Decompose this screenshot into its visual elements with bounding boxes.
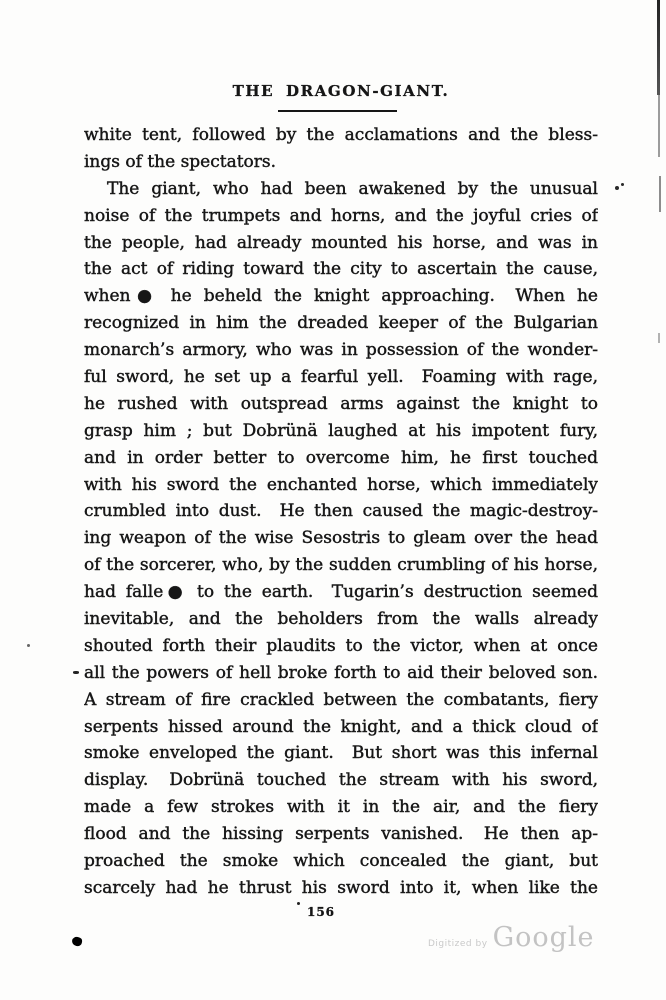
text-line: the people, had already mounted his horse, and was in [84, 232, 598, 253]
text-line: scarcely had he thrust his sword into it, when like the [84, 877, 598, 898]
margin-dash-mark [73, 671, 79, 674]
text-line: inevitable, and the beholders from the walls already [84, 609, 598, 630]
text-line: noise of the trumpets and horns, and the joyful cries of [84, 205, 598, 226]
text-line: serpents hissed around the knight, and a thick cloud of [84, 716, 598, 737]
page-header-title: THE DRAGON-GIANT. [232, 82, 450, 100]
text-line: shouted forth their plaudits to the victor, when at once [84, 635, 598, 656]
scan-edge-line-fade [658, 95, 660, 157]
scan-edge-line-mid [659, 176, 661, 212]
text-line: when● he beheld the knight approaching. When he [84, 286, 598, 307]
ink-speck [297, 902, 300, 905]
text-line: ing weapon of the wise Sesostris to gleam over the head [84, 528, 598, 549]
text-line: grasp him ; but Dobrünä laughed at his impotent fury, [84, 420, 598, 441]
text-line: A stream of fire crackled between the combatants, fiery [84, 689, 598, 710]
text-line: ful sword, he set up a fearful yell. Foaming with rage, [84, 367, 598, 388]
text-line: of the sorcerer, who, by the sudden crumbling of his horse, [84, 555, 598, 576]
text-line: display. Dobrünä touched the stream with his sword, [84, 770, 598, 791]
text-line: proached the smoke which concealed the giant, but [84, 851, 598, 872]
digitized-by-google-watermark [428, 922, 595, 953]
ink-speck [615, 186, 619, 190]
watermark-prefix-label: Digitized by [428, 939, 488, 949]
text-line: the act of riding toward the city to ascertain the cause, [84, 259, 598, 280]
ink-blot [71, 936, 83, 947]
text-line: and in order better to overcome him, he first touched [84, 447, 598, 468]
text-line: recognized in him the dreaded keeper of the Bulgarian [84, 313, 598, 334]
text-line: had falle● to the earth. Tugarin’s destruction seemed [84, 582, 598, 603]
text-line: white tent, followed by the acclamations and the bless- [84, 125, 598, 145]
text-line: monarch’s armory, who was in possession of the wonder- [84, 340, 598, 361]
text-line: made a few strokes with it in the air, and the fiery [84, 797, 598, 818]
header-rule [278, 110, 397, 112]
text-line: flood and the hissing serpents vanished. He then ap- [84, 824, 598, 845]
ink-speck [27, 644, 30, 647]
text-line: all the powers of hell broke forth to aid their beloved son. [84, 662, 598, 683]
page-number: 156 [306, 905, 336, 919]
google-logo: Google [492, 922, 595, 953]
text-line: he rushed with outspread arms against the knight to [84, 393, 598, 414]
ink-speck [621, 183, 624, 186]
text-line: smoke enveloped the giant. But short was this infernal [84, 743, 598, 764]
text-line: The giant, who had been awakened by the unusual [107, 178, 598, 199]
scan-edge-line-top [657, 0, 660, 95]
text-line: ings of the spectators. [84, 151, 277, 172]
scan-edge-tick [658, 333, 660, 343]
page-text-block [84, 122, 598, 902]
text-line: crumbled into dust. He then caused the magic-destroy- [84, 501, 598, 522]
text-line: with his sword the enchanted horse, which immediately [84, 474, 598, 495]
